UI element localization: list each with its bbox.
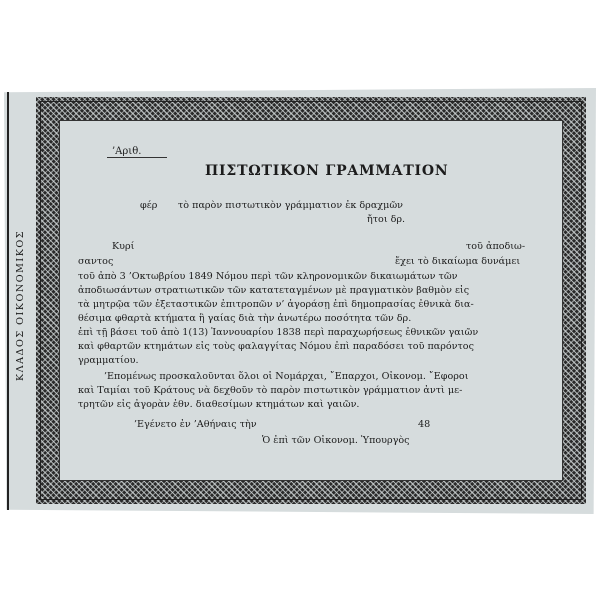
issued-year: 48 [418, 419, 431, 430]
issued-text: ’Εγένετο ἐν ’Αθήναις τὴν [134, 419, 257, 430]
body-line-4: τοῦ ἀπὸ 3 ’Οκτωβρίου 1849 Νόμου περὶ τῶν κληρονομικῶν δικαιωμάτων τῶν [78, 271, 458, 282]
instruction-line-3: τρητῶν εἰς ἀγορὰν ἐθν. διαθεσίμων κτημάτων καὶ γαιῶν. [78, 399, 360, 410]
signature-text: Ὁ ἐπὶ τῶν Οἰκονομ. Ὑπουργὸς [262, 435, 410, 446]
stub-perforation-line [7, 92, 9, 510]
instruction-line-2: καὶ Ταμίαι τοῦ Κράτους νὰ δεχθοῦν τὸ παρὸν πιστωτικὸν γράμματιον ἀντὶ με- [78, 385, 463, 396]
number-underline [107, 157, 167, 158]
body-line-7: θέσιμα φθαρτὰ κτήματα ἢ γαίας διὰ τὴν ἀνωτέρω ποσότητα τῶν δρ. [78, 313, 412, 324]
body-line-2: σαντος [78, 256, 114, 267]
body-line-8: ἐπὶ τῇ βάσει τοῦ ἀπὸ 1(13) Ἰαννουαρίου 1838 περὶ παραχωρήσεως ἐθνικῶν γαιῶν [78, 327, 479, 338]
bearer-text: τὸ παρὸν πιστωτικὸν γράμματιον ἐκ δραχμῶν [178, 200, 404, 211]
body-line-9: καὶ φθαρτῶν κτημάτων εἰς τοὺς φαλαγγίτας Νόμου ἐπὶ παραδόσει τοῦ παρόντος [78, 341, 474, 352]
body-line-3: ἔχει τὸ δικαίωμα δυνάμει [395, 256, 521, 267]
document-title: ΠΙΣΤΩΤΙΚΟΝ ΓΡΑΜΜΑΤΙΟΝ [205, 163, 449, 179]
stub-label: ΚΛΑΔΟΣ ΟΙΚΟΝΟΜΙΚΟΣ [15, 229, 26, 381]
body-line-10: γραμματίου. [78, 355, 139, 366]
amount-text: ἤτοι δρ. [367, 214, 406, 225]
body-line-6: τὰ μητρῷα τῶν ἐξεταστικῶν ἐπιτροπῶν ν’ ἀγοράσῃ ἐπὶ δημοπρασίας ἐθνικὰ δια- [78, 299, 474, 310]
bearer-prefix: φέρ [140, 200, 158, 211]
recipient-label: Κυρί [112, 241, 135, 252]
body-line-5: ἀποδιωσάντων στρατιωτικῶν τῶν κατατεταγμένων μὲ πραγματικὸν βαθμὸν εἰς [78, 285, 470, 296]
instruction-line-1: ’Επομένως προσκαλοῦνται ὅλοι οἱ Νομάρχαι, ῎Επαρχοι, Οἰκονομ. ῎Εφοροι [104, 371, 469, 382]
number-label: ’Αριθ. [112, 146, 142, 157]
body-line-1: τοῦ ἀποδιω- [466, 241, 526, 252]
